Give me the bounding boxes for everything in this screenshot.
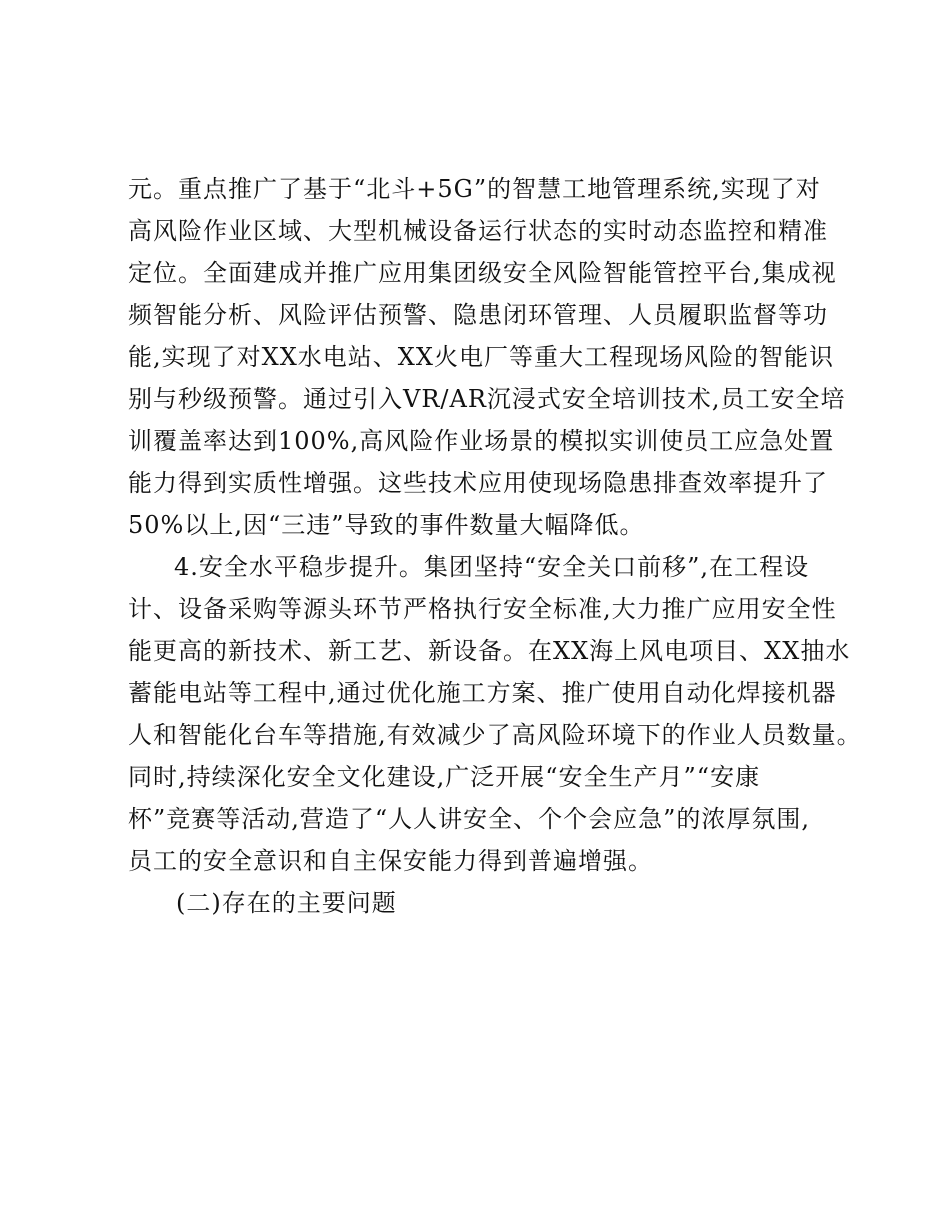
- paragraph-line: 杯”竞赛等活动,营造了“人人讲安全、个个会应急”的浓厚氛围,: [128, 805, 811, 833]
- paragraph-line: 计、设备采购等源头环节严格执行安全标准,大力推广应用安全性: [128, 595, 837, 623]
- paragraph-line: 元。重点推广了基于“北斗+5G”的智慧工地管理系统,实现了对: [128, 175, 821, 203]
- paragraph-line: 员工的安全意识和自主保安能力得到普遍增强。: [128, 847, 653, 875]
- paragraph-line: 定位。全面建成并推广应用集团级安全风险智能管控平台,集成视: [128, 259, 837, 287]
- paragraph-line: 能,实现了对XX水电站、XX火电厂等重大工程现场风险的智能识: [128, 343, 834, 371]
- paragraph-line-indented: 4.安全水平稳步提升。集团坚持“安全关口前移”,在工程设: [174, 553, 810, 581]
- paragraph-line: 蓄能电站等工程中,通过优化施工方案、推广使用自动化焊接机器: [128, 679, 837, 707]
- paragraph-line: 频智能分析、风险评估预警、隐患闭环管理、人员履职监督等功: [128, 301, 828, 329]
- paragraph-line: 能力得到实质性增强。这些技术应用使现场隐患排查效率提升了: [128, 469, 828, 497]
- section-heading: (二)存在的主要问题: [176, 889, 397, 917]
- paragraph-line: 训覆盖率达到100%,高风险作业场景的模拟实训使员工应急处置: [128, 427, 835, 455]
- paragraph-line: 50%以上,因“三违”导致的事件数量大幅降低。: [128, 511, 645, 539]
- paragraph-line: 高风险作业区域、大型机械设备运行状态的实时动态监控和精准: [128, 217, 828, 245]
- paragraph-line: 同时,持续深化安全文化建设,广泛开展“安全生产月”“安康: [128, 763, 761, 791]
- paragraph-line: 人和智能化台车等措施,有效减少了高风险环境下的作业人员数量。: [128, 721, 862, 749]
- paragraph-line: 别与秒级预警。通过引入VR/AR沉浸式安全培训技术,员工安全培: [128, 385, 846, 413]
- paragraph-line: 能更高的新技术、新工艺、新设备。在XX海上风电项目、XX抽水: [128, 637, 851, 665]
